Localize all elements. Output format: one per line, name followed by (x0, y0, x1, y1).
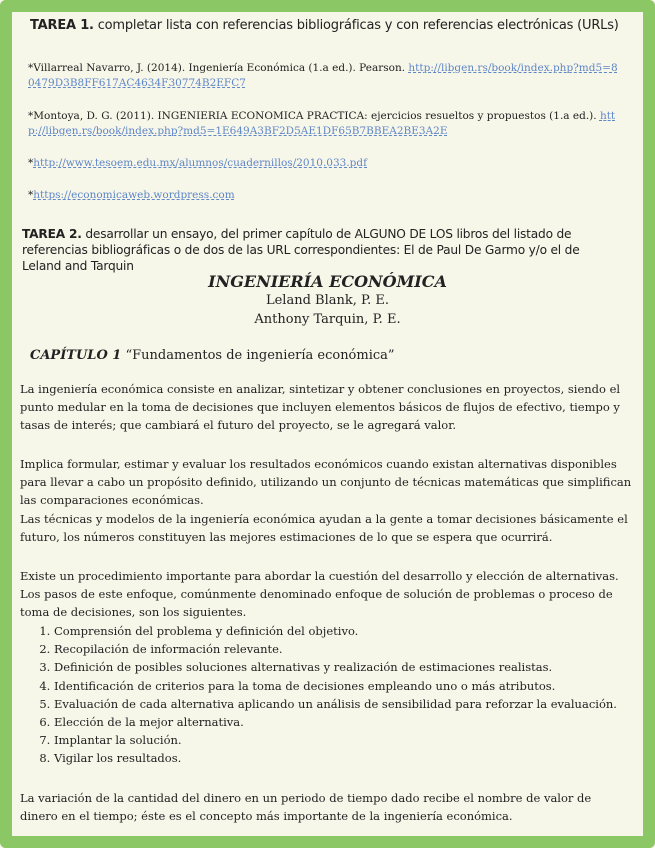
reference-link[interactable]: https://economicaweb.wordpress.com (33, 189, 235, 201)
reference-4 (28, 188, 618, 203)
chapter-title: “Fundamentos de ingeniería económica” (125, 348, 395, 363)
steps-list (20, 622, 632, 768)
book-title: INGENIERÍA ECONÓMICA (208, 272, 447, 291)
list-item: 3. Definición de posibles soluciones alternativas y realización de estimaciones realistas. (54, 658, 632, 676)
tarea2-heading (22, 226, 622, 274)
frame-right (643, 0, 655, 848)
chapter-heading (30, 348, 395, 363)
list-item: 6. Elección de la mejor alternativa. (54, 713, 632, 731)
reference-link[interactable]: http://www.tesoem.edu.mx/alumnos/cuadernillos/2010.033.pdf (33, 157, 367, 169)
reference-text: * (28, 189, 34, 201)
frame-left (0, 0, 12, 848)
reference-link[interactable]: http://libgen.rs/book/index.php?md5=80479D3B8FF617AC4634F30774B2EFC7 (28, 62, 618, 89)
reference-1 (28, 61, 618, 91)
reference-2 (28, 109, 618, 139)
list-item: 8. Vigilar los resultados. (54, 749, 632, 767)
list-item: 2. Recopilación de información relevante. (54, 640, 632, 658)
steps-list-wrapper (20, 622, 632, 768)
paragraph-3: Las técnicas y modelos de la ingeniería económica ayudan a la gente a tomar decisiones básicamente el futuro, los números constituyen las mejores estimaciones de lo que se espera que ocurrirá. (20, 512, 628, 544)
reference-text: *Montoya, D. G. (2011). INGENIERIA ECONOMICA PRACTICA: ejercicios resueltos y propuestos (1.a ed.). (28, 110, 600, 122)
reference-text: *Villarreal Navarro, J. (2014). Ingeniería Económica (1.a ed.). Pearson. (28, 62, 409, 74)
paragraph-4: Existe un procedimiento importante para abordar la cuestión del desarrollo y elección de alternativas. Los pasos de este enfoque, comúnmente denominado enfoque de solución de problemas o proceso de toma de decisiones, son los siguientes. (20, 569, 619, 619)
tarea2-text: desarrollar un ensayo, del primer capítulo de ALGUNO DE LOS libros del listado de referencias bibliográficas o de dos de las URL correspondientes: El de Paul De Garmo y/o el de Leland and Tarquin (22, 227, 580, 273)
list-item: 7. Implantar la solución. (54, 731, 632, 749)
reference-text: * (28, 157, 34, 169)
list-item: 5. Evaluación de cada alternativa aplicando un análisis de sensibilidad para reforzar la evaluación. (54, 695, 632, 713)
frame-top (0, 0, 655, 12)
paragraph-5: La variación de la cantidad del dinero en un periodo de tiempo dado recibe el nombre de valor de dinero en el tiempo; éste es el concepto más importante de la ingeniería económica. (20, 791, 592, 823)
list-item: 4. Identificación de criterios para la toma de decisiones empleando uno o más atributos. (54, 677, 632, 695)
tarea2-label: TAREA 2. (22, 227, 82, 241)
book-author-2: Anthony Tarquin, P. E. (254, 312, 401, 327)
tarea1-text: completar lista con referencias bibliográficas y con referencias electrónicas (URLs) (97, 18, 619, 33)
paragraph-2: Implica formular, estimar y evaluar los resultados económicos cuando existan alternativas disponibles para llevar a cabo un propósito definido, utilizando un conjunto de técnicas matemáticas que simplifican las comparaciones económicas. (20, 457, 632, 507)
tarea1-label: TAREA 1. (30, 18, 94, 33)
chapter-label: CAPÍTULO 1 (30, 348, 122, 363)
book-author-1: Leland Blank, P. E. (265, 293, 390, 308)
paragraph-1: La ingeniería económica consiste en analizar, sintetizar y obtener conclusiones en proyectos, siendo el punto medular en la toma de decisiones que incluyen elementos básicos de flujos de efectivo, tiempo y tasas de interés; que cambiará el futuro del proyecto, se le agregará valor. (20, 382, 621, 432)
tarea1-heading (30, 18, 619, 33)
list-item: 1. Comprensión del problema y definición del objetivo. (54, 622, 632, 640)
frame-bottom (0, 836, 655, 848)
reference-link[interactable]: http://libgen.rs/book/index.php?md5=1E649A3BF2D5AE1DF65B7BBEA2BE3A2E (28, 110, 616, 137)
reference-3 (28, 156, 618, 171)
